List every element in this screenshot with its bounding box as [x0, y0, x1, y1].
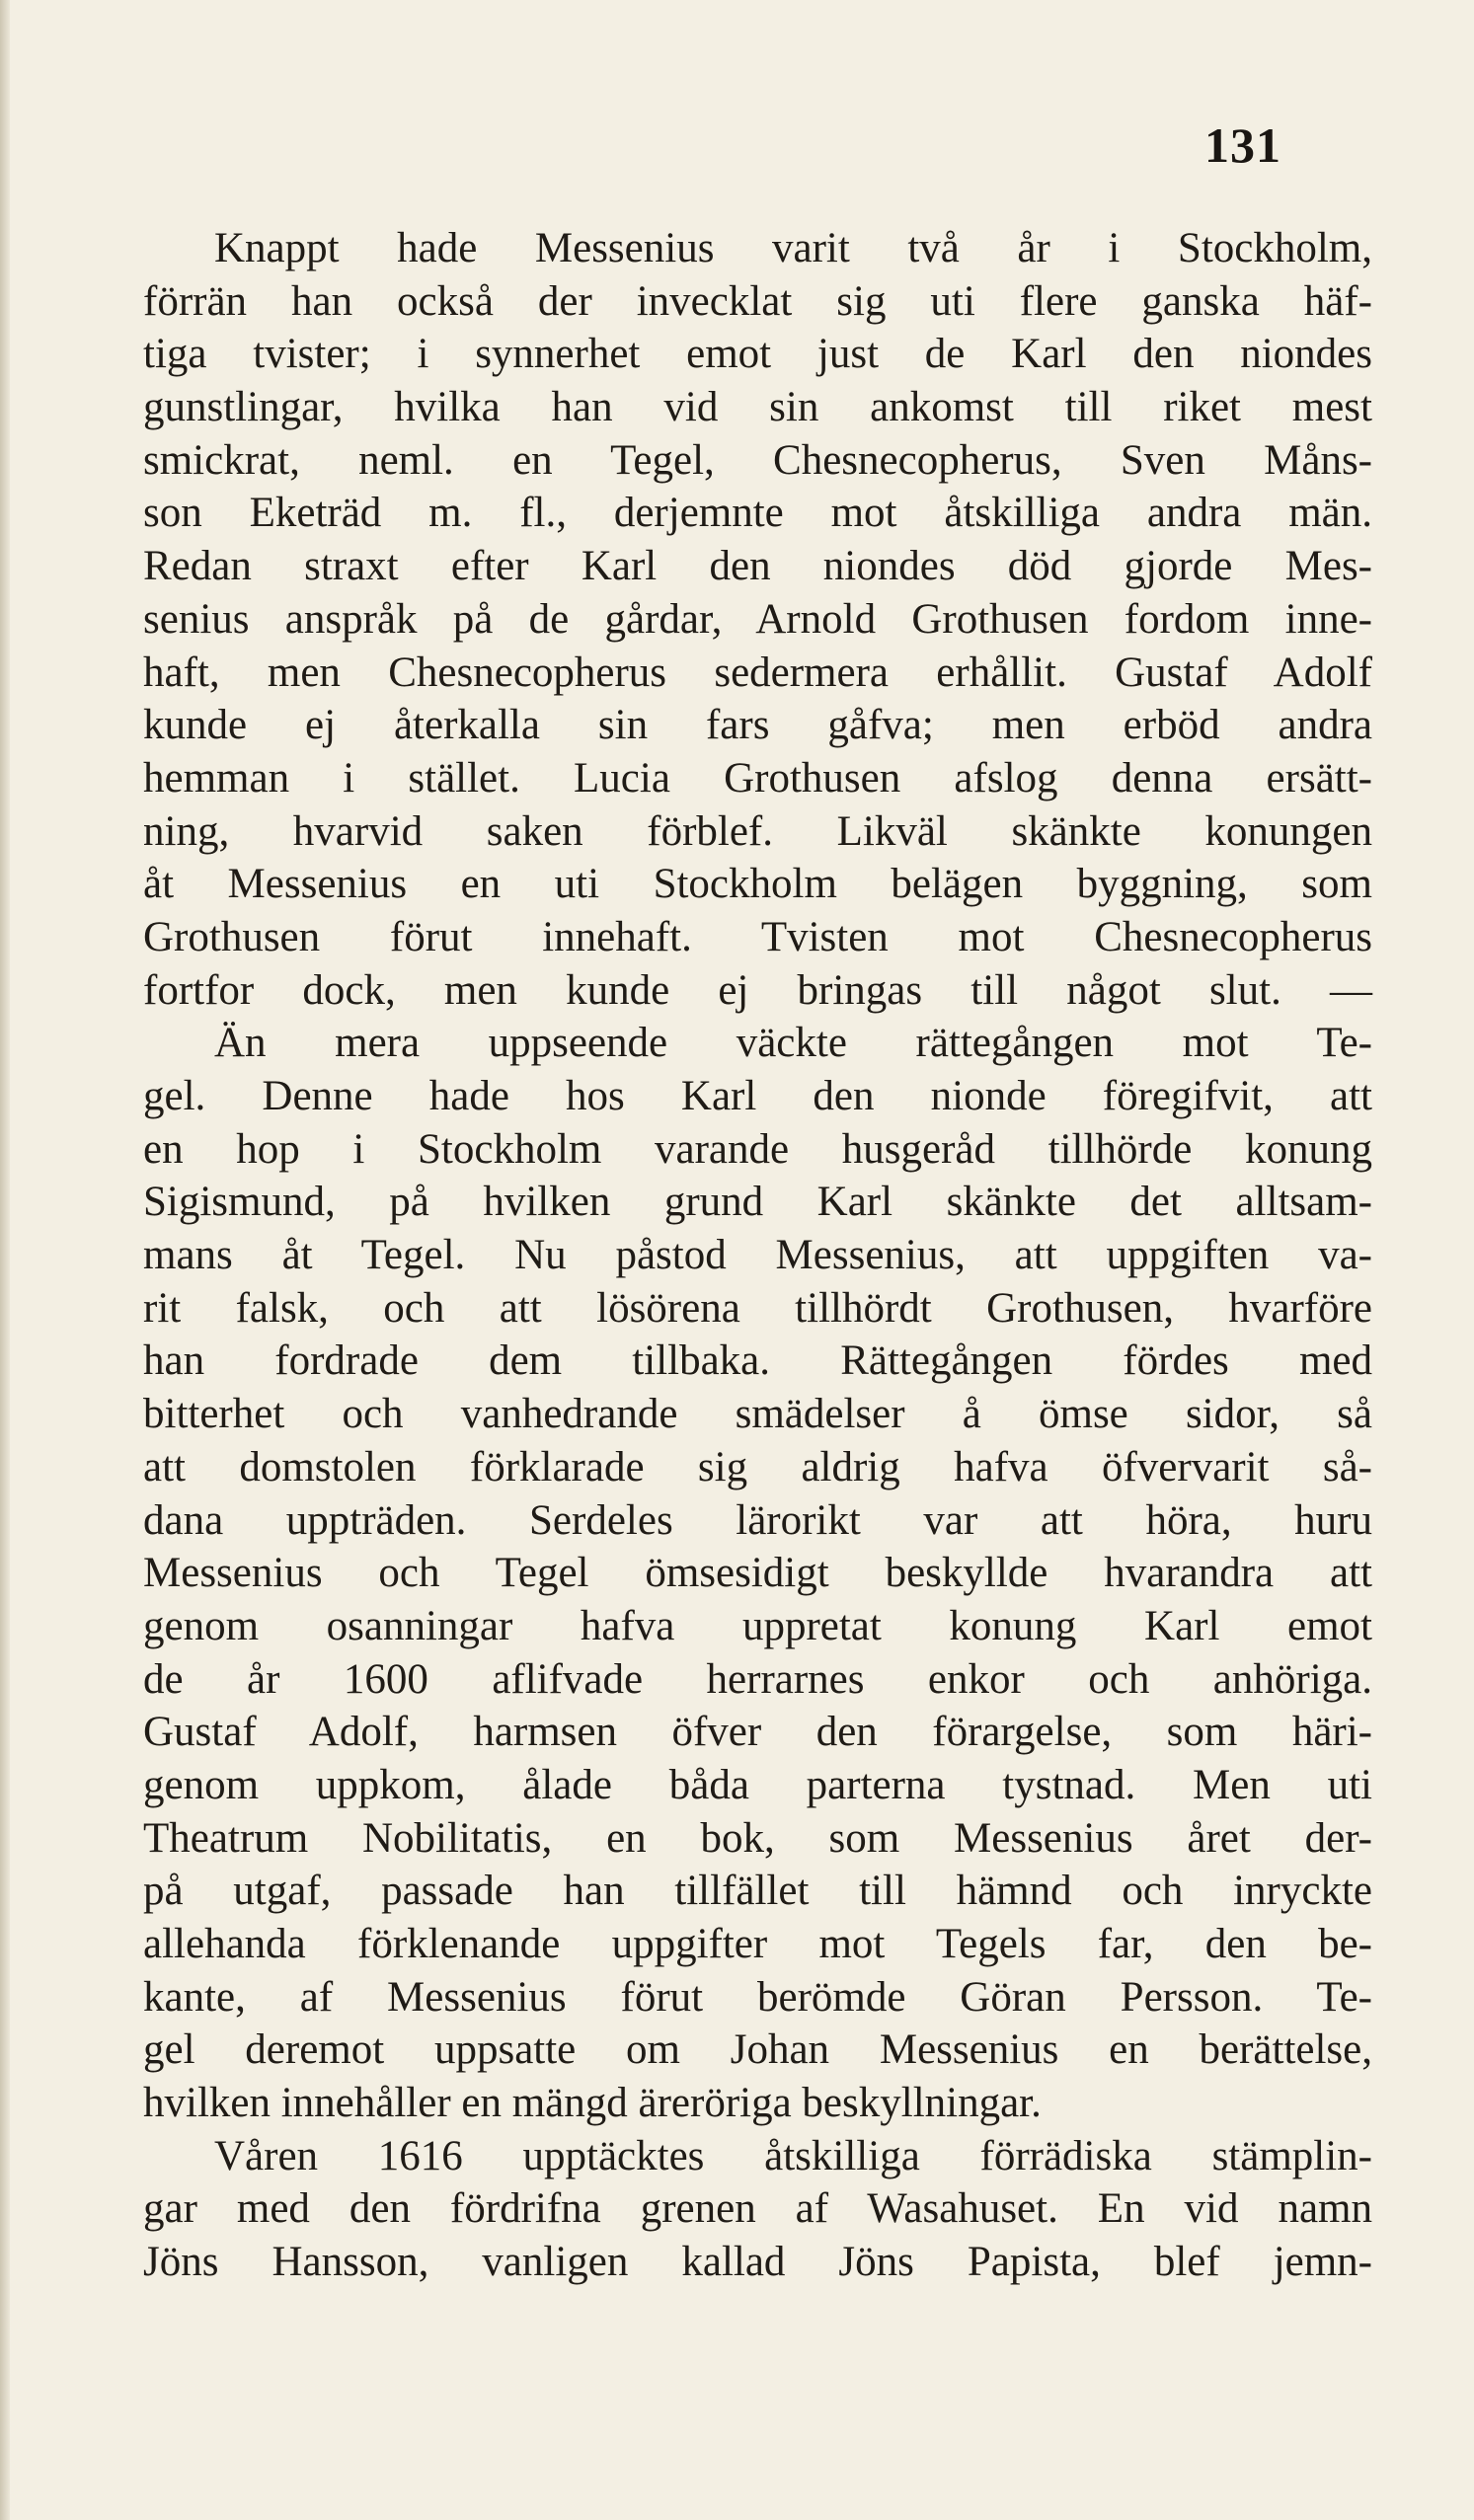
text-line: på utgaf, passade han tillfället till hämnd och inryckte [143, 1868, 1372, 1915]
text-line: hemman i stället. Lucia Grothusen afslog denna ersätt- [143, 754, 1372, 802]
text-line: en hop i Stockholm varande husgeråd tillhörde konung [143, 1125, 1372, 1173]
text-line: de år 1600 aflifvade herrarnes enkor och anhöriga. [143, 1655, 1372, 1703]
text-line: smickrat, neml. en Tegel, Chesnecopherus, Sven Måns- [143, 436, 1372, 484]
text-line: dana uppträden. Serdeles lärorikt var att höra, huru [143, 1496, 1372, 1544]
text-line: tiga tvister; i synnerhet emot just de Karl den niondes [143, 331, 1372, 378]
text-line: rit falsk, och att lösörena tillhördt Grothusen, hvarföre [143, 1284, 1372, 1332]
text-line: förrän han också der invecklat sig uti flere ganska häf- [143, 277, 1372, 325]
text-line: Än mera uppseende väckte rättegången mot Te- [214, 1020, 1372, 1067]
text-line: son Eketräd m. fl., derjemnte mot åtskilliga andra män. [143, 490, 1372, 537]
text-line: gel. Denne hade hos Karl den nionde föregifvit, att [143, 1073, 1372, 1119]
text-line: ning, hvarvid saken förblef. Likväl skänkte konungen [143, 807, 1372, 855]
text-line: Knappt hade Messenius varit två år i Stockholm, [214, 225, 1372, 271]
text-line: åt Messenius en uti Stockholm belägen byggning, som [143, 861, 1372, 908]
text-line: allehanda förklenande uppgifter mot Tegels far, den be- [143, 1921, 1372, 1967]
text-line: hvilken innehåller en mängd äreröriga beskyllningar. [143, 2080, 1042, 2127]
text-line: bitterhet och vanhedrande smädelser å ömse sidor, så [143, 1391, 1372, 1438]
text-line: senius anspråk på de gårdar, Arnold Grothusen fordom inne- [143, 595, 1372, 643]
text-line: han fordrade dem tillbaka. Rättegången fördes med [143, 1337, 1372, 1385]
text-line: Gustaf Adolf, harmsen öfver den förargelse, som häri- [143, 1709, 1372, 1756]
page-edge [0, 0, 10, 2520]
page-number: 131 [1204, 117, 1281, 173]
text-line: Sigismund, på hvilken grund Karl skänkte det alltsam- [143, 1179, 1372, 1226]
text-line: haft, men Chesnecopherus sedermera erhållit. Gustaf Adolf [143, 649, 1372, 696]
text-line: kunde ej återkalla sin fars gåfva; men erböd andra [143, 702, 1372, 749]
text-line: Redan straxt efter Karl den niondes död gjorde Mes- [143, 543, 1372, 590]
text-line: fortfor dock, men kunde ej bringas till något slut. — [143, 966, 1372, 1014]
text-line: mans åt Tegel. Nu påstod Messenius, att uppgiften va- [143, 1232, 1372, 1279]
text-line: gel deremot uppsatte om Johan Messenius en berättelse, [143, 2026, 1372, 2074]
text-line: att domstolen förklarade sig aldrig hafva öfvervarit så- [143, 1443, 1372, 1490]
text-line: kante, af Messenius förut berömde Göran Persson. Te- [143, 1973, 1372, 2021]
text-line: gar med den fördrifna grenen af Wasahuset. En vid namn [143, 2185, 1372, 2233]
body-text [143, 222, 1372, 2289]
text-line: Messenius och Tegel ömsesidigt beskyllde hvarandra att [143, 1550, 1372, 1597]
text-line: Jöns Hansson, vanligen kallad Jöns Papista, blef jemn- [143, 2239, 1372, 2286]
text-line: genom osanningar hafva uppretat konung Karl emot [143, 1602, 1372, 1649]
text-line: genom uppkom, ålade båda parterna tystnad. Men uti [143, 1761, 1372, 1808]
text-line: Theatrum Nobilitatis, en bok, som Messenius året der- [143, 1814, 1372, 1862]
text-line: Våren 1616 upptäcktes åtskilliga förrädiska stämplin- [214, 2132, 1372, 2179]
text-line: Grothusen förut innehaft. Tvisten mot Chesnecopherus [143, 913, 1372, 960]
text-line: gunstlingar, hvilka han vid sin ankomst till riket mest [143, 384, 1372, 431]
